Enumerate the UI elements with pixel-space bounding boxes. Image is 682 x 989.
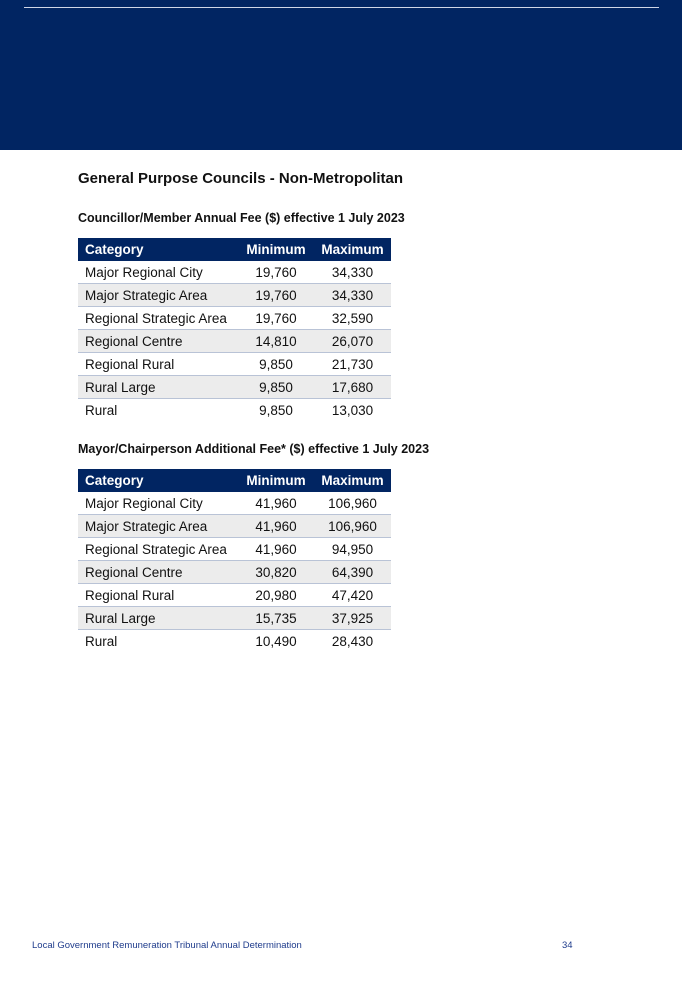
column-header-maximum: Maximum — [314, 238, 391, 261]
table-row — [78, 399, 391, 422]
minimum-cell: 10,490 — [255, 633, 297, 649]
minimum-cell: 41,960 — [238, 515, 314, 538]
table-row — [78, 261, 391, 284]
category-cell: Regional Centre — [78, 330, 238, 353]
section-title: General Purpose Councils - Non-Metropolitan — [78, 170, 404, 187]
maximum-cell: 21,730 — [314, 353, 391, 376]
minimum-cell: 19,760 — [238, 284, 314, 307]
minimum-cell: 9,850 — [238, 376, 314, 399]
minimum-cell: 9,850 — [238, 353, 314, 376]
maximum-cell: 47,420 — [314, 584, 391, 607]
minimum-cell: 19,760 — [238, 261, 314, 284]
minimum-cell: 30,820 — [238, 561, 314, 584]
table-row — [78, 561, 391, 584]
minimum-cell: 19,760 — [238, 307, 314, 330]
maximum-cell: 106,960 — [314, 515, 391, 538]
column-header-category: Category — [78, 238, 238, 261]
table-row — [78, 492, 391, 515]
minimum-cell: 15,735 — [238, 607, 314, 630]
category-cell: Major Regional City — [78, 492, 238, 515]
column-header-category: Category — [78, 469, 238, 492]
minimum-cell: 20,980 — [238, 584, 314, 607]
header-banner — [0, 0, 682, 150]
category-cell: Rural — [85, 402, 118, 418]
banner-rule — [24, 7, 659, 8]
maximum-cell: 37,925 — [314, 607, 391, 630]
table-row — [78, 584, 391, 607]
category-cell: Regional Rural — [78, 584, 238, 607]
table-row — [78, 515, 391, 538]
table-row — [78, 284, 391, 307]
category-cell: Rural — [85, 633, 118, 649]
mayor-fee-table-title: Mayor/Chairperson Additional Fee* ($) effective 1 July 2023 — [78, 442, 430, 456]
minimum-cell: 41,960 — [238, 538, 314, 561]
footer-document-title: Local Government Remuneration Tribunal Annual Determination — [32, 940, 302, 951]
table-header-row — [78, 238, 391, 261]
table-row — [78, 538, 391, 561]
table-row — [78, 330, 391, 353]
minimum-cell: 14,810 — [238, 330, 314, 353]
category-cell: Regional Strategic Area — [78, 538, 238, 561]
category-cell: Rural Large — [78, 376, 238, 399]
minimum-cell: 41,960 — [238, 492, 314, 515]
column-header-minimum: Minimum — [238, 238, 314, 261]
category-cell: Regional Strategic Area — [78, 307, 238, 330]
maximum-cell: 34,330 — [314, 261, 391, 284]
maximum-cell: 13,030 — [331, 402, 374, 418]
councillor-fee-table — [78, 238, 391, 421]
table-row — [78, 353, 391, 376]
councillor-fee-table-title: Councillor/Member Annual Fee ($) effective 1 July 2023 — [78, 211, 405, 225]
table-row — [78, 376, 391, 399]
maximum-cell: 34,330 — [314, 284, 391, 307]
maximum-cell: 94,950 — [314, 538, 391, 561]
maximum-cell: 106,960 — [314, 492, 391, 515]
category-cell: Major Strategic Area — [78, 284, 238, 307]
maximum-cell: 64,390 — [314, 561, 391, 584]
table-row — [78, 607, 391, 630]
column-header-minimum: Minimum — [238, 469, 314, 492]
category-cell: Regional Centre — [78, 561, 238, 584]
maximum-cell: 17,680 — [314, 376, 391, 399]
table-row — [78, 630, 391, 653]
maximum-cell: 28,430 — [331, 633, 374, 649]
category-cell: Rural Large — [78, 607, 238, 630]
mayor-fee-table — [78, 469, 391, 652]
column-header-maximum: Maximum — [314, 469, 391, 492]
footer-page-number: 34 — [562, 940, 573, 951]
category-cell: Regional Rural — [78, 353, 238, 376]
maximum-cell: 32,590 — [314, 307, 391, 330]
category-cell: Major Regional City — [78, 261, 238, 284]
category-cell: Major Strategic Area — [78, 515, 238, 538]
table-row — [78, 307, 391, 330]
maximum-cell: 26,070 — [314, 330, 391, 353]
minimum-cell: 9,850 — [259, 402, 293, 418]
table-header-row — [78, 469, 391, 492]
